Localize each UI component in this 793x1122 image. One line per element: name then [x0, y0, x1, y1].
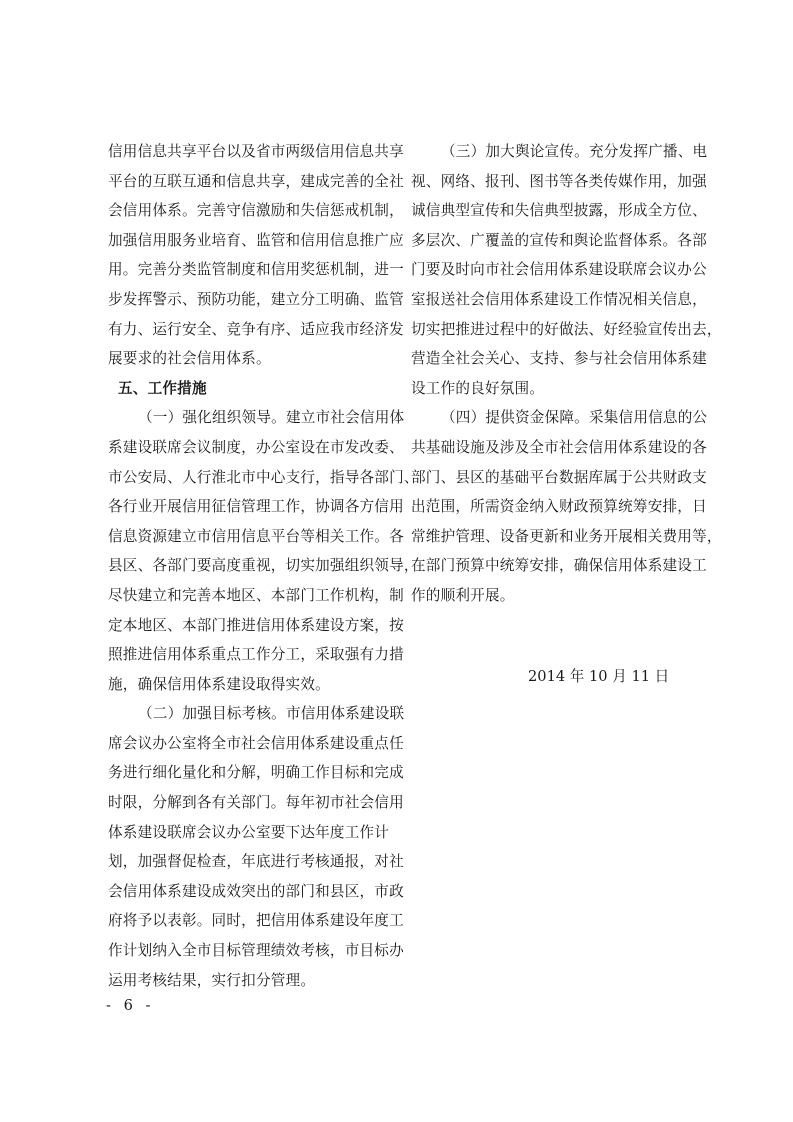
text-line: 部门、县区的基础平台数据库属于公共财政支 [411, 468, 707, 486]
text-line: 视、网络、报刊、图书等各类传媒作用，加强 [411, 172, 707, 190]
text-line: 系建设联席会议制度，办公室设在市发改委、 [108, 438, 404, 456]
text-line: 务进行细化量化和分解，明确工作目标和完成 [108, 764, 404, 782]
text-line: 县区、各部门要高度重视，切实加强组织领导， [108, 557, 419, 575]
text-line: 出范围，所需资金纳入财政预算统筹安排，日 [411, 498, 707, 516]
text-line: 设工作的良好氛围。 [411, 379, 545, 397]
text-line: （四）提供资金保障。采集信用信息的公 [441, 409, 708, 427]
text-line: 施，确保信用体系建设取得实效。 [108, 675, 330, 693]
text-line: 多层次、广覆盖的宣传和舆论监督体系。各部 [411, 231, 707, 249]
text-line: 室报送社会信用体系建设工作情况相关信息， [411, 290, 707, 308]
text-line: 切实把推进过程中的好做法、好经验宣传出去， [411, 320, 722, 338]
text-line: 门要及时向市社会信用体系建设联席会议办公 [411, 261, 707, 279]
text-line: 用。完善分类监管制度和信用奖惩机制，进一 [108, 261, 404, 279]
text-line: 照推进信用体系重点工作分工，采取强有力措 [108, 646, 404, 664]
section-heading: 五、工作措施 [118, 379, 207, 397]
page-number: - 6 - [106, 997, 155, 1014]
text-line: 划，加强督促检查，年底进行考核通报，对社 [108, 853, 404, 871]
text-line: 诚信典型宣传和失信典型披露，形成全方位、 [411, 202, 707, 220]
text-line: 作计划纳入全市目标管理绩效考核，市目标办 [108, 942, 404, 960]
text-line: 市公安局、人行淮北市中心支行，指导各部门、 [108, 468, 419, 486]
text-line: 时限，分解到各有关部门。每年初市社会信用 [108, 794, 404, 812]
text-line: 信息资源建立市信用信息平台等相关工作。各 [108, 527, 404, 545]
text-line: 定本地区、本部门推进信用体系建设方案，按 [108, 616, 404, 634]
text-line: 体系建设联席会议办公室要下达年度工作计 [108, 823, 390, 841]
text-line: （一）强化组织领导。建立市社会信用体 [138, 409, 405, 427]
text-line: 信用信息共享平台以及省市两级信用信息共享 [108, 143, 404, 160]
text-line: 会信用体系建设成效突出的部门和县区，市政 [108, 882, 404, 900]
document-date: 2014 年 10 月 11 日 [528, 668, 670, 685]
text-line: 常维护管理、设备更新和业务开展相关费用等， [411, 527, 722, 545]
text-line: 步发挥警示、预防功能，建立分工明确、监管 [108, 290, 404, 308]
text-line: 府将予以表彰。同时，把信用体系建设年度工 [108, 912, 404, 930]
text-line: 共基础设施及涉及全市社会信用体系建设的各 [411, 438, 707, 456]
text-line: （二）加强目标考核。市信用体系建设联 [138, 705, 405, 723]
text-line: 运用考核结果，实行扣分管理。 [108, 971, 316, 989]
text-line: 在部门预算中统筹安排，确保信用体系建设工 [411, 557, 707, 575]
text-line: （三）加大舆论宣传。充分发挥广播、电 [441, 143, 708, 160]
text-line: 营造全社会关心、支持、参与社会信用体系建 [411, 350, 707, 368]
right-column [411, 137, 722, 611]
text-line: 展要求的社会信用体系。 [108, 350, 271, 368]
text-line: 作的顺利开展。 [411, 586, 515, 604]
text-line: 尽快建立和完善本地区、本部门工作机构，制 [108, 586, 404, 604]
left-column [108, 137, 419, 995]
text-line: 席会议办公室将全市社会信用体系建设重点任 [108, 734, 404, 752]
text-line: 有力、运行安全、竞争有序、适应我市经济发 [108, 320, 404, 338]
text-line: 会信用体系。完善守信激励和失信惩戒机制， [108, 202, 404, 220]
text-line: 平台的互联互通和信息共享，建成完善的全社 [108, 172, 404, 190]
text-line: 各行业开展信用征信管理工作，协调各方信用 [108, 498, 404, 516]
text-line: 加强信用服务业培育、监管和信用信息推广应 [108, 231, 404, 249]
